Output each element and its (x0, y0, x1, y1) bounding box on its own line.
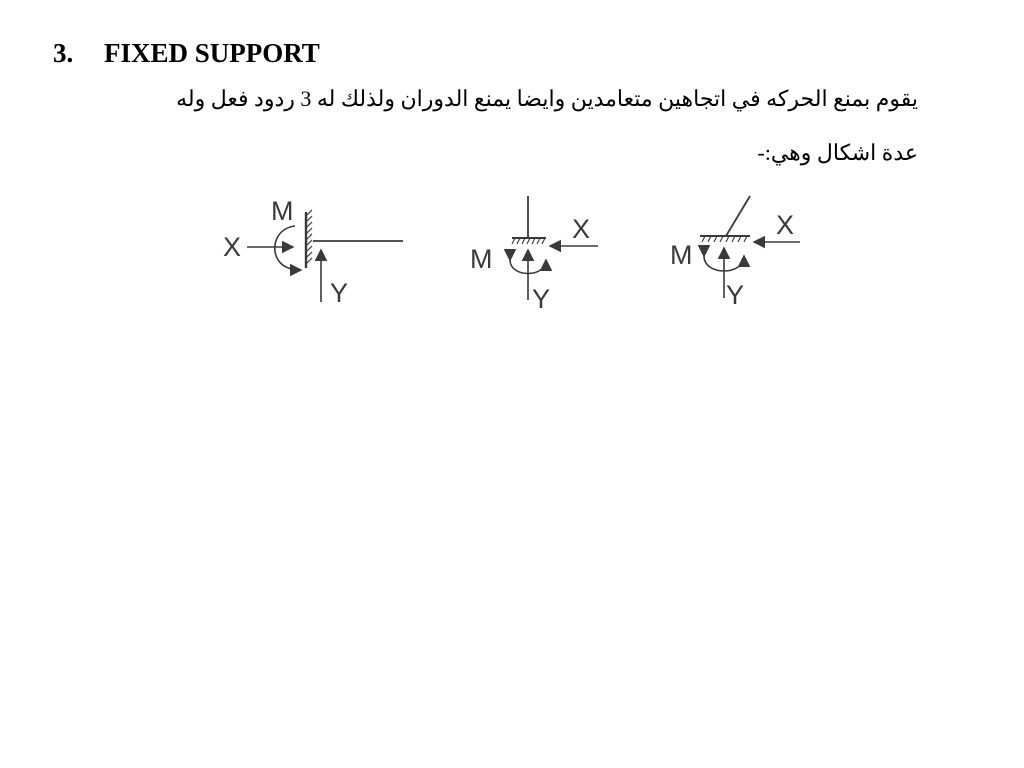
fixed-support-figure-wall (215, 190, 415, 320)
moment-arrow (275, 226, 301, 270)
x-label: X (223, 232, 242, 262)
inclined-member (726, 196, 750, 236)
moment-label: M (670, 240, 693, 270)
y-label: Y (726, 280, 745, 310)
fixed-support-figure-column (460, 190, 620, 320)
y-label: Y (532, 284, 551, 314)
moment-label: M (470, 244, 493, 274)
x-label: X (776, 210, 795, 240)
moment-label: M (271, 196, 294, 226)
section-heading (53, 38, 320, 69)
section-number: 3. (53, 38, 74, 68)
description-line-2: عدة اشكال وهي:- (757, 140, 918, 165)
section-title: FIXED SUPPORT (104, 38, 320, 68)
fixed-support-figure-inclined (660, 190, 820, 320)
x-label: X (572, 214, 591, 244)
y-label: Y (330, 278, 349, 308)
description-line-1: يقوم بمنع الحركه في اتجاهين متعامدين وايضا يمنع الدوران ولذلك له 3 ردود فعل وله (176, 86, 918, 111)
